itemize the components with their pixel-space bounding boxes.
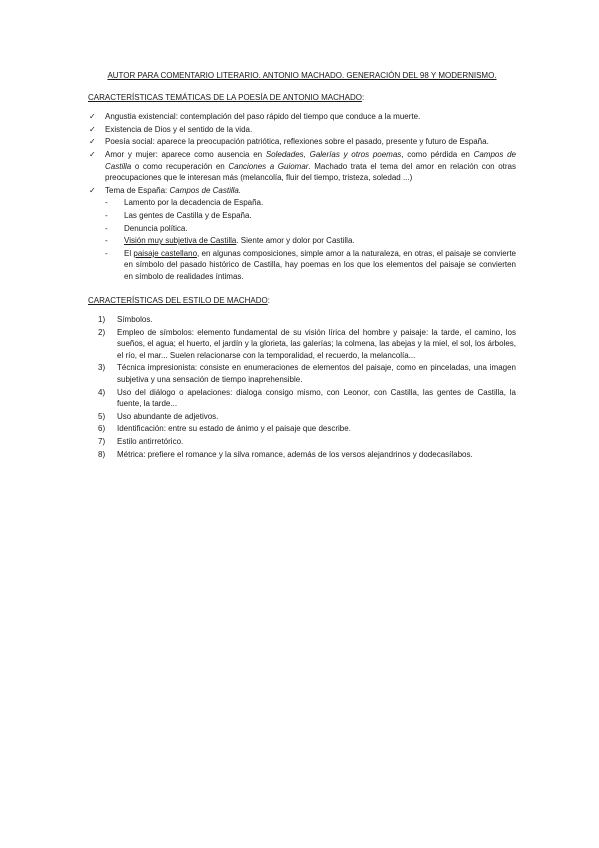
item-number: 7): [98, 437, 106, 447]
numbered-item-text: Estilo antirretórico.: [117, 437, 184, 447]
list-item: [88, 149, 516, 184]
item-number: 6): [98, 424, 106, 434]
section-heading-style-text: CARACTERÍSTICAS DEL ESTILO DE MACHADO: [88, 295, 268, 305]
list-item-text: o como recuperación en: [131, 161, 229, 171]
check-mark-icon: ✓: [89, 185, 96, 195]
sublist-item: [88, 223, 516, 235]
numbered-item: [88, 362, 516, 385]
sublist-item-text: Lamento por la decadencia de España.: [124, 198, 264, 208]
list-item-text: Poesía social: aparece la preocupación patriótica, reflexiones sobre el pasado, presente y futuro de España.: [105, 137, 489, 147]
sublist-item: [88, 235, 516, 247]
numbered-item-text: Empleo de símbolos: elemento fundamental de su visión lírica del hombre y paisaje: la tarde, el camino, los sueños, el agua; el huerto, el jardín y la glorieta, las galerías; la colmena, las abejas y la miel, el sol, los árboles, el río, el mar... Suelen relacionarse con la temporalidad, el recuerdo, la melancolía...: [117, 327, 516, 360]
item-number: 4): [98, 387, 106, 397]
sublist-item-text: El: [124, 248, 134, 258]
book-title: Campos de Castilla: [105, 149, 516, 171]
document-title: AUTOR PARA COMENTARIO LITERARIO. ANTONIO MACHADO. GENERACIÓN DEL 98 Y MODERNISMO.: [107, 71, 497, 80]
sublist-item-text: Denuncia política.: [124, 223, 188, 233]
document-body: [88, 70, 516, 461]
themes-list: [88, 111, 516, 282]
list-item: [88, 136, 516, 148]
list-item: [88, 124, 516, 136]
underlined-phrase: paisaje castellano: [133, 248, 198, 258]
book-title: Campos de Castilla.: [169, 185, 242, 195]
list-item-text: . Machado trata el tema del amor en relación con otras preocupaciones que le interesan más (melancolía, fluir del tiempo, tristeza, soledad ...): [105, 161, 516, 183]
dash-bullet: -: [105, 210, 108, 220]
section-heading-themes: [88, 92, 516, 104]
list-item: [88, 185, 516, 283]
style-list: [88, 314, 516, 460]
check-mark-icon: ✓: [89, 124, 96, 134]
list-item: [88, 111, 516, 123]
underlined-phrase: Visión muy subjetiva de Castilla: [124, 236, 237, 246]
numbered-item-text: Uso del diálogo o apelaciones: dialoga consigo mismo, con Leonor, con Castilla, las gentes de Castilla, la fuente, la tarde...: [117, 387, 516, 409]
numbered-item: [88, 387, 516, 410]
numbered-item-text: Técnica impresionista: consiste en enumeraciones de elementos del paisaje, como en pinceladas, una imagen subjetiva y una sensación de tiempo inaprehensible.: [117, 363, 516, 385]
heading-colon: :: [361, 92, 365, 102]
dash-bullet: -: [105, 236, 108, 246]
book-title: Soledades, Galerías y otros poemas: [265, 149, 402, 159]
list-item-text: , como pérdida en: [401, 149, 474, 159]
numbered-item-text: Identificación: entre su estado de ánimo y el paisaje que describe.: [117, 424, 351, 434]
numbered-item: [88, 314, 516, 326]
dash-bullet: -: [105, 223, 108, 233]
check-mark-icon: ✓: [89, 149, 96, 159]
list-item-text: Existencia de Dios y el sentido de la vida.: [105, 124, 253, 134]
sublist-item: [88, 210, 516, 222]
section-heading-themes-text: CARACTERÍSTICAS TEMÁTICAS DE LA POESÍA DE ANTONIO MACHADO: [88, 92, 362, 102]
item-number: 1): [98, 315, 106, 325]
numbered-item-text: Símbolos.: [117, 315, 153, 325]
sublist-item-text: . Siente amor y dolor por Castilla.: [236, 236, 355, 246]
check-mark-icon: ✓: [89, 112, 96, 122]
sublist-item: [88, 248, 516, 283]
sublist-item-text: , en algunas composiciones, simple amor a la naturaleza, en otras, el paisaje se convierte en símbolo del pasado histórico de Castilla, hay poemas en los que los elementos del paisaje se convierten en símbolo de realidades íntimas.: [124, 248, 516, 281]
section-heading-style: [88, 295, 516, 307]
list-item-text: Amor y mujer: aparece como ausencia en: [105, 149, 266, 159]
numbered-item: [88, 436, 516, 448]
spain-sublist: [105, 197, 516, 282]
dash-bullet: -: [105, 248, 108, 258]
numbered-item: [88, 449, 516, 461]
heading-colon: :: [267, 295, 270, 305]
item-number: 5): [98, 411, 106, 421]
dash-bullet: -: [105, 198, 108, 208]
item-number: 3): [98, 363, 106, 373]
numbered-item-text: Uso abundante de adjetivos.: [117, 411, 219, 421]
book-title: Canciones a Guiomar: [228, 161, 309, 171]
numbered-item: [88, 411, 516, 423]
sublist-item-text: Las gentes de Castilla y de España.: [124, 210, 252, 220]
numbered-item: [88, 327, 516, 362]
list-item-text: Tema de España:: [105, 185, 170, 195]
numbered-item-text: Métrica: prefiere el romance y la silva romance, además de los versos alejandrinos y dodecasílabos.: [117, 449, 473, 459]
item-number: 2): [98, 327, 106, 337]
check-mark-icon: ✓: [89, 137, 96, 147]
list-item-text: Angustia existencial: contemplación del paso rápido del tiempo que conduce a la muerte.: [105, 112, 421, 122]
item-number: 8): [98, 449, 106, 459]
numbered-item: [88, 423, 516, 435]
sublist-item: [88, 197, 516, 209]
